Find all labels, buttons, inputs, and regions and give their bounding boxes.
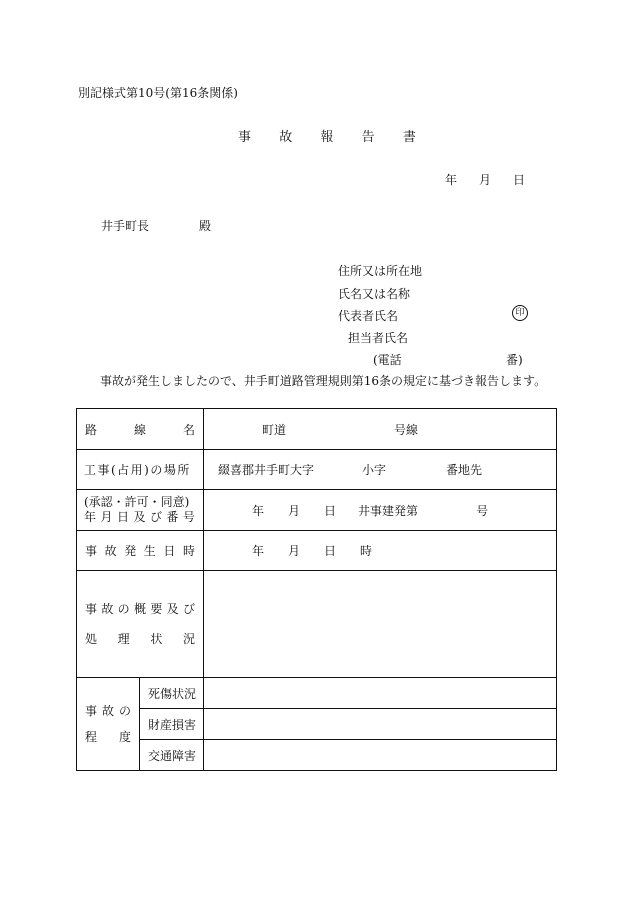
phone-open: (電話 <box>373 353 402 367</box>
addressee-name: 井手町長 <box>101 219 150 233</box>
property-value-cell[interactable] <box>204 709 557 740</box>
casualties-value-cell[interactable] <box>204 678 557 709</box>
applicant-address-label: 住所又は所在地 <box>338 264 423 278</box>
row-traffic <box>77 740 557 771</box>
title-char: 事 <box>238 130 252 145</box>
koaza-label: 小字 <box>362 463 387 477</box>
row-casualties <box>77 678 557 709</box>
summary-label: 事 故 の 概 要 及 び 処 理 状 況 <box>77 571 204 678</box>
representative-label: 代表者氏名 <box>338 309 399 323</box>
date-month: 月 <box>479 173 492 187</box>
row-location <box>77 450 557 490</box>
phone-close: 番) <box>506 353 523 367</box>
extent-label: 事 故 の 程 度 <box>77 678 140 771</box>
occurrence-label: 事 故 発 生 日 時 <box>77 531 204 571</box>
title-char: 報 <box>320 130 334 145</box>
row-occurrence <box>77 531 557 571</box>
report-date <box>445 171 525 188</box>
traffic-value-cell[interactable] <box>204 740 557 771</box>
intro-text: 事故が発生しましたので、井手町道路管理規則第16条の規定に基づき報告します。 <box>100 374 547 388</box>
row-approval <box>77 490 557 531</box>
row-route <box>77 409 557 450</box>
seal-icon: 印 <box>512 305 528 321</box>
contact-person-label: 担当者氏名 <box>348 331 409 345</box>
occurrence-value-cell[interactable]: 年 月 日 時 <box>204 531 557 571</box>
title-char: 故 <box>279 130 293 145</box>
report-table <box>76 408 557 771</box>
approval-label: (承認・許可・同意) 年 月 日 及 び 番 号 <box>77 490 204 531</box>
route-value-cell[interactable] <box>204 409 557 450</box>
banchi-label: 番地先 <box>446 463 483 477</box>
location-prefix: 綴喜郡井手町大字 <box>218 463 315 477</box>
location-value-cell[interactable] <box>204 450 557 490</box>
date-day: 日 <box>513 173 526 187</box>
route-label: 路 線 名 <box>77 409 204 450</box>
traffic-disruption-label: 交通障害 <box>140 740 204 771</box>
property-damage-label: 財産損害 <box>140 709 204 740</box>
location-label: 工事(占用)の場所 <box>77 450 204 490</box>
applicant-name-label: 氏名又は名称 <box>338 287 411 301</box>
doc-no-label: 井事建発第 <box>358 503 419 518</box>
addressee-honorific: 殿 <box>199 219 212 233</box>
town-road-label: 町道 <box>262 422 287 437</box>
summary-value-cell[interactable] <box>204 571 557 678</box>
casualties-label: 死傷状況 <box>140 678 204 709</box>
approval-value-cell[interactable]: 年 月 日 井事建発第 号 <box>204 490 557 531</box>
date-year: 年 <box>445 173 458 187</box>
route-no-label: 号線 <box>394 422 419 437</box>
row-property <box>77 709 557 740</box>
addressee <box>101 217 211 234</box>
title-char: 告 <box>361 130 375 145</box>
row-summary <box>77 571 557 678</box>
form-reference: 別記様式第10号(第16条関係) <box>78 86 238 100</box>
title-char: 書 <box>402 130 417 145</box>
document-title <box>238 126 416 145</box>
